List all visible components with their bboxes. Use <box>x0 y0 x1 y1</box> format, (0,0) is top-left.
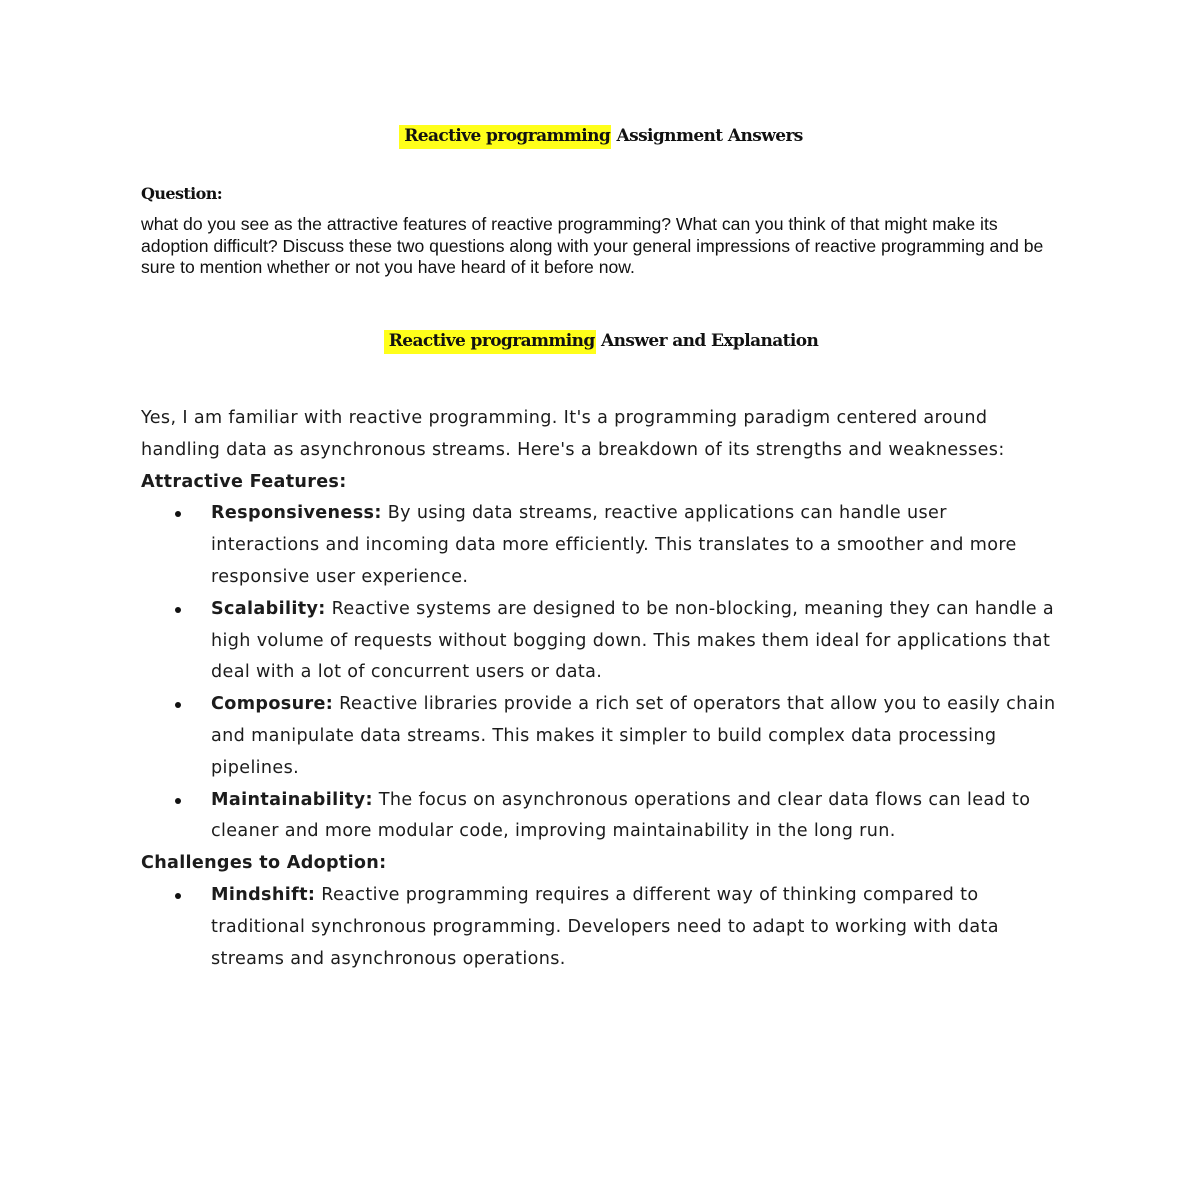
bullet-icon <box>175 607 181 613</box>
list-item-text: Reactive libraries provide a rich set of operators that allow you to easily chain and manipulate data streams. This makes it simpler to build complex data processing pipelines. <box>211 694 1056 778</box>
title-rest: Assignment Answers <box>611 126 803 146</box>
answer-title-rest: Answer and Explanation <box>595 331 819 351</box>
list-item-text: By using data streams, reactive applications can handle user interactions and incoming data more efficiently. This translates to a smoother and more responsive user experience. <box>211 503 1017 587</box>
list-item <box>211 498 1061 593</box>
list-item-term: Maintainability: <box>211 789 373 810</box>
list-item <box>211 594 1061 689</box>
answer-title <box>141 331 1061 351</box>
bullet-icon <box>175 893 181 899</box>
intro-paragraph: Yes, I am familiar with reactive programming. It's a programming paradigm centered around handling data as asynchronous streams. Here's a breakdown of its strengths and weaknesses: <box>141 408 1005 460</box>
list-item-term: Scalability: <box>211 598 326 619</box>
list-item-term: Mindshift: <box>211 884 316 905</box>
list-item-text: Reactive systems are designed to be non-blocking, meaning they can handle a high volume of requests without bogging down. This makes them ideal for applications that deal with a lot of concurrent users or data. <box>211 598 1055 683</box>
list-item <box>211 785 1061 849</box>
challenges-heading: Challenges to Adoption: <box>141 853 387 874</box>
challenges-list <box>141 880 1061 975</box>
question-text: what do you see as the attractive features of reactive programming? What can you think of that might make its adoption difficult? Discuss these two questions along with your general impressions of reactive programming and be sure to mention whether or not you have heard of it before now. <box>141 214 1044 277</box>
answer-body <box>141 403 1061 975</box>
list-item <box>211 880 1061 975</box>
bullet-icon <box>175 511 181 517</box>
list-item-term: Composure: <box>211 694 334 715</box>
list-item-term: Responsiveness: <box>211 503 382 524</box>
title-highlight: Reactive programming <box>399 125 611 149</box>
document-page <box>141 0 1061 1200</box>
features-heading: Attractive Features: <box>141 471 347 492</box>
features-list <box>141 498 1061 848</box>
list-item-text: Reactive programming requires a different way of thinking compared to traditional synchronous programming. Developers need to adapt to working with data streams and asynchronous operations. <box>211 884 999 969</box>
question-label: Question: <box>141 184 223 203</box>
document-title <box>141 126 1061 146</box>
list-item <box>211 689 1061 784</box>
list-item-text: The focus on asynchronous operations and clear data flows can lead to cleaner and more modular code, improving maintainability in the long run. <box>211 789 1031 842</box>
bullet-icon <box>175 702 181 708</box>
answer-title-highlight: Reactive programming <box>384 330 596 354</box>
bullet-icon <box>175 798 181 804</box>
